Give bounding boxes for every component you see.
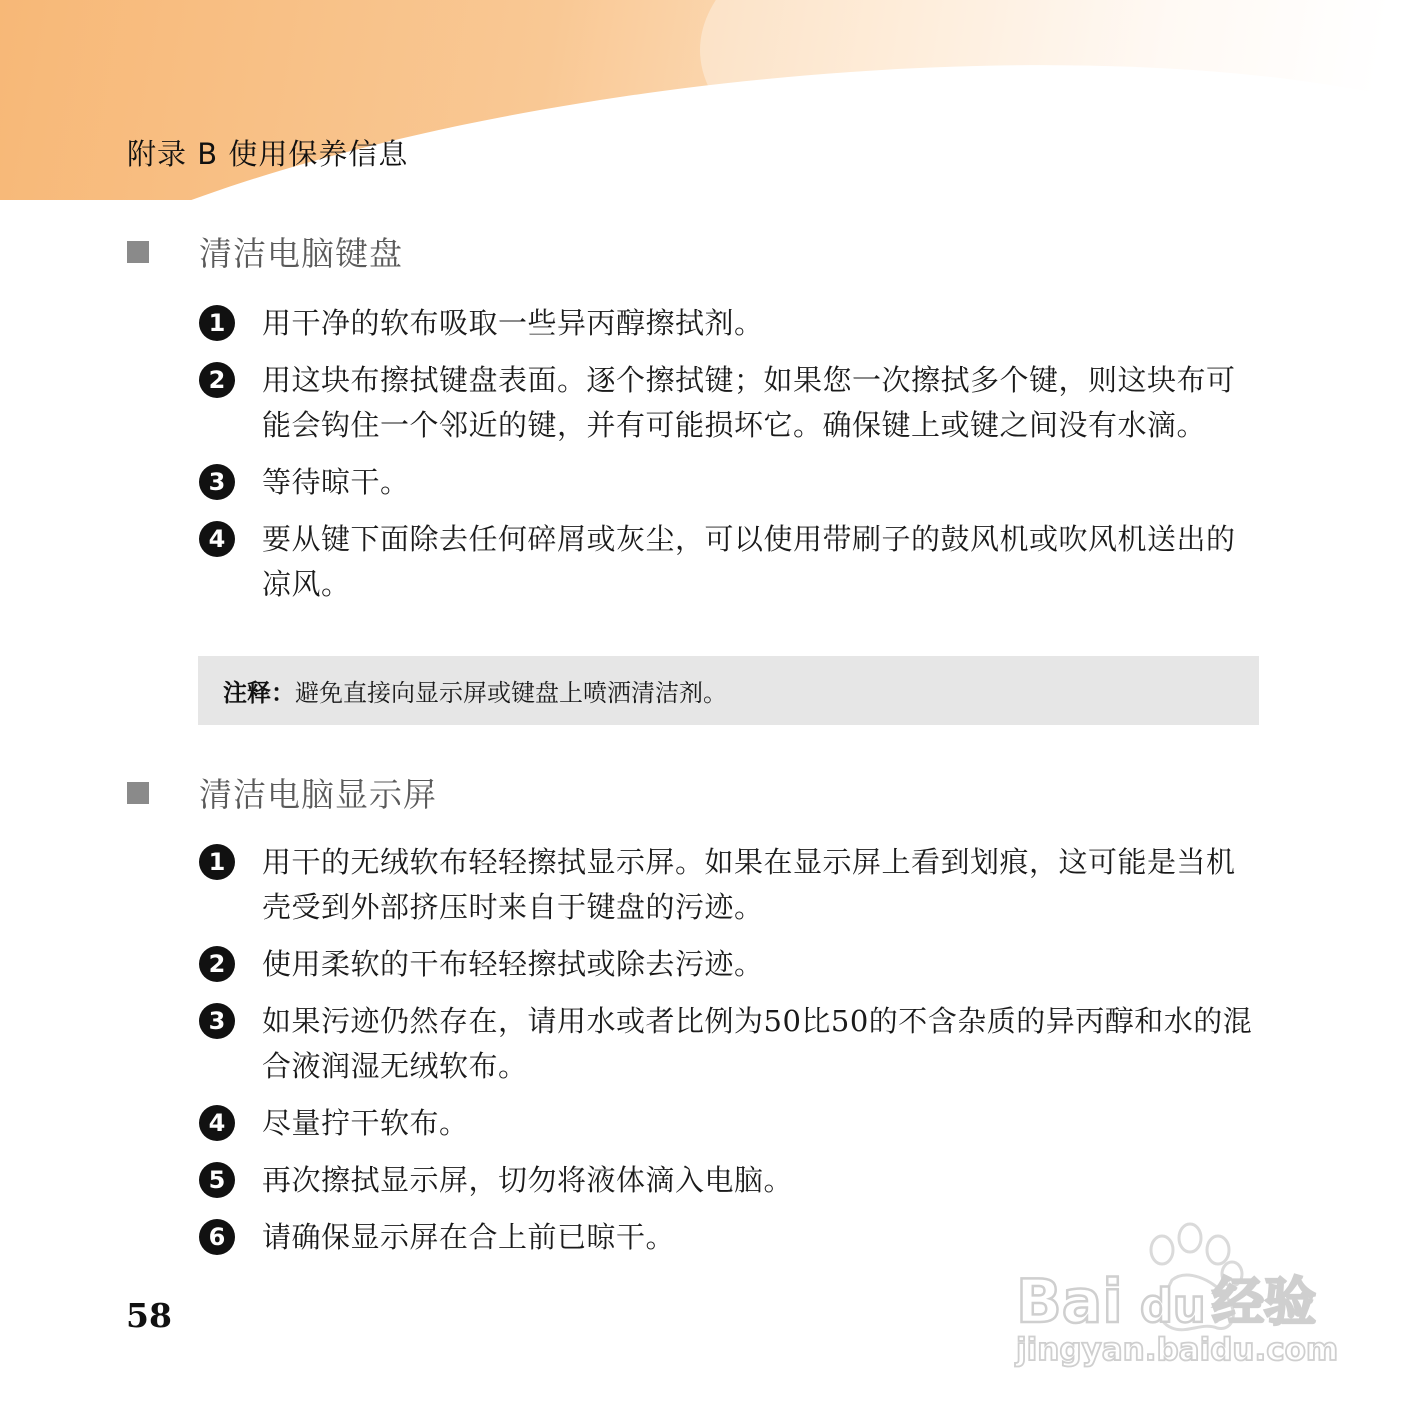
section-title: 清洁电脑键盘 — [199, 234, 403, 273]
step-item — [199, 301, 1259, 346]
step-text: 尽量拧干软布。 — [262, 1106, 469, 1140]
section-bullet-icon — [127, 782, 149, 804]
step-text: 请确保显示屏在合上前已晾干。 — [262, 1220, 676, 1254]
step-item — [199, 460, 1259, 505]
step-text: 使用柔软的干布轻轻擦拭或除去污迹。 — [262, 947, 764, 981]
section-keyboard-heading — [127, 228, 403, 275]
step-number-icon: 3 — [199, 1003, 235, 1039]
step-item — [199, 358, 1259, 448]
step-number-icon: 3 — [199, 464, 235, 500]
page-number: 58 — [126, 1296, 172, 1335]
step-number-icon: 1 — [199, 844, 235, 880]
step-number-icon: 1 — [199, 305, 235, 341]
note-box — [198, 656, 1259, 725]
step-number-icon: 2 — [199, 946, 235, 982]
step-number-icon: 5 — [199, 1162, 235, 1198]
step-item — [199, 1158, 1259, 1203]
note-label: 注释： — [223, 679, 295, 707]
step-text: 用这块布擦拭键盘表面。逐个擦拭键；如果您一次擦拭多个键，则这块布可能会钩住一个邻近的键，并有可能损坏它。确保键上或键之间没有水滴。 — [262, 363, 1236, 442]
step-item — [199, 840, 1259, 930]
display-steps — [199, 840, 1259, 1272]
keyboard-steps — [199, 301, 1259, 619]
step-number-icon: 6 — [199, 1219, 235, 1255]
step-item — [199, 999, 1259, 1089]
step-text: 如果污迹仍然存在，请用水或者比例为50比50的不含杂质的异丙醇和水的混合液润湿无绒软布。 — [262, 1004, 1253, 1083]
section-display-heading — [127, 769, 437, 816]
step-number-icon: 4 — [199, 1105, 235, 1141]
step-text: 用干净的软布吸取一些异丙醇擦拭剂。 — [262, 306, 764, 340]
step-text: 再次擦拭显示屏，切勿将液体滴入电脑。 — [262, 1163, 794, 1197]
step-text: 要从键下面除去任何碎屑或灰尘，可以使用带刷子的鼓风机或吹风机送出的凉风。 — [262, 522, 1236, 601]
section-title: 清洁电脑显示屏 — [199, 775, 437, 814]
step-text: 等待晾干。 — [262, 465, 410, 499]
baidu-watermark-logo — [1012, 1210, 1352, 1380]
step-number-icon: 2 — [199, 362, 235, 398]
step-item — [199, 942, 1259, 987]
svg-text:jingyan.baidu.com: jingyan.baidu.com — [1016, 1332, 1339, 1368]
chapter-title: 附录 B 使用保养信息 — [127, 137, 409, 171]
svg-text:du: du — [1140, 1279, 1206, 1333]
step-item — [199, 1101, 1259, 1146]
step-item — [199, 517, 1259, 607]
note-text: 避免直接向显示屏或键盘上喷洒清洁剂。 — [295, 679, 727, 707]
section-bullet-icon — [127, 241, 149, 263]
step-number-icon: 4 — [199, 521, 235, 557]
svg-text:Bai: Bai — [1016, 1267, 1123, 1337]
svg-text:经验: 经验 — [1212, 1273, 1317, 1333]
step-text: 用干的无绒软布轻轻擦拭显示屏。如果在显示屏上看到划痕，这可能是当机壳受到外部挤压时来自于键盘的污迹。 — [262, 845, 1236, 924]
